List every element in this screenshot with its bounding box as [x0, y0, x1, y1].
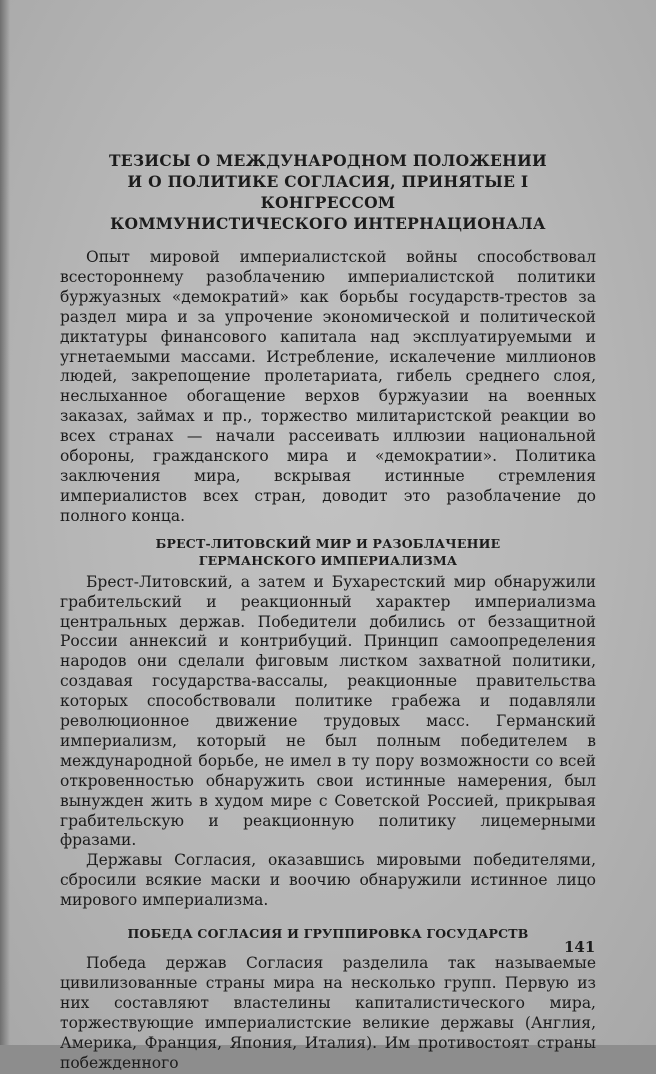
entente-paragraph: Державы Согласия, оказавшись мировыми победителями, сбросили всякие маски и воочию обнаружили истинное лицо мирового империализма. [60, 851, 596, 910]
title-line-3: КОММУНИСТИЧЕСКОГО ИНТЕРНАЦИОНАЛА [110, 214, 546, 233]
section-heading-brest-litovsk [60, 535, 596, 569]
title-line-1: ТЕЗИСЫ О МЕЖДУНАРОДНОМ ПОЛОЖЕНИИ [108, 151, 548, 170]
title-line-2: И О ПОЛИТИКЕ СОГЛАСИЯ, ПРИНЯТЫЕ I КОНГРЕССОМ [127, 172, 529, 212]
intro-paragraph: Опыт мировой империалистской войны способствовал всестороннему разоблачению империалистской политики буржуазных «демократий» как борьбы государств-трестов за раздел мира и за упрочение экономической и политической диктатуры финансового капитала над эксплуатируемыми и угнетаемыми массами. Истребление, искалечение миллионов людей, закрепощение пролетариата, гибель среднего слоя, неслыханное обогащение верхов буржуазии на военных заказах, займах и пр., торжество милитаристской реакции во всех странах — начали рассеивать иллюзии национальной обороны, гражданского мира и «демократии». Политика заключения мира, вскрывая истинные стремления империалистов всех стран, доводит это разоблачение до полного конца. [60, 248, 596, 525]
section-heading-line-1: БРЕСТ-ЛИТОВСКИЙ МИР И РАЗОБЛАЧЕНИЕ [155, 535, 501, 551]
section-heading-line-2: ГЕРМАНСКОГО ИМПЕРИАЛИЗМА [198, 552, 458, 568]
document-title [60, 150, 596, 234]
page-content [60, 150, 596, 1074]
brest-litovsk-paragraph: Брест-Литовский, а затем и Бухарестский мир обнаружили грабительский и реакционный характер империализма центральных держав. Победители добились от беззащитной России аннексий и контрибуций. Принцип самоопределения народов они сделали фиговым листком захватной политики, создавая государства-вассалы, реакционные правительства которых способствовали политике грабежа и подавляли революционное движение трудовых масс. Германский империализм, который не был полным победителем в международной борьбе, не имел в ту пору возможности со всей откровенностью обнаружить свои истинные намерения, был вынужден жить в худом мире с Советской Россией, прикрывая грабительскую и реакционную политику лицемерными фразами. [60, 572, 596, 850]
page-number: 141 [564, 938, 596, 956]
section-heading-entente-victory: ПОБЕДА СОГЛАСИЯ И ГРУППИРОВКА ГОСУДАРСТВ [127, 926, 529, 942]
entente-victory-paragraph: Победа держав Согласия разделила так называемые цивилизованные страны мира на несколько групп. Первую из них составляют властелины капиталистического мира, торжествующие империалистские великие державы (Англия, Америка, Франция, Япония, Италия). Им противостоят страны побежденного [60, 954, 596, 1072]
